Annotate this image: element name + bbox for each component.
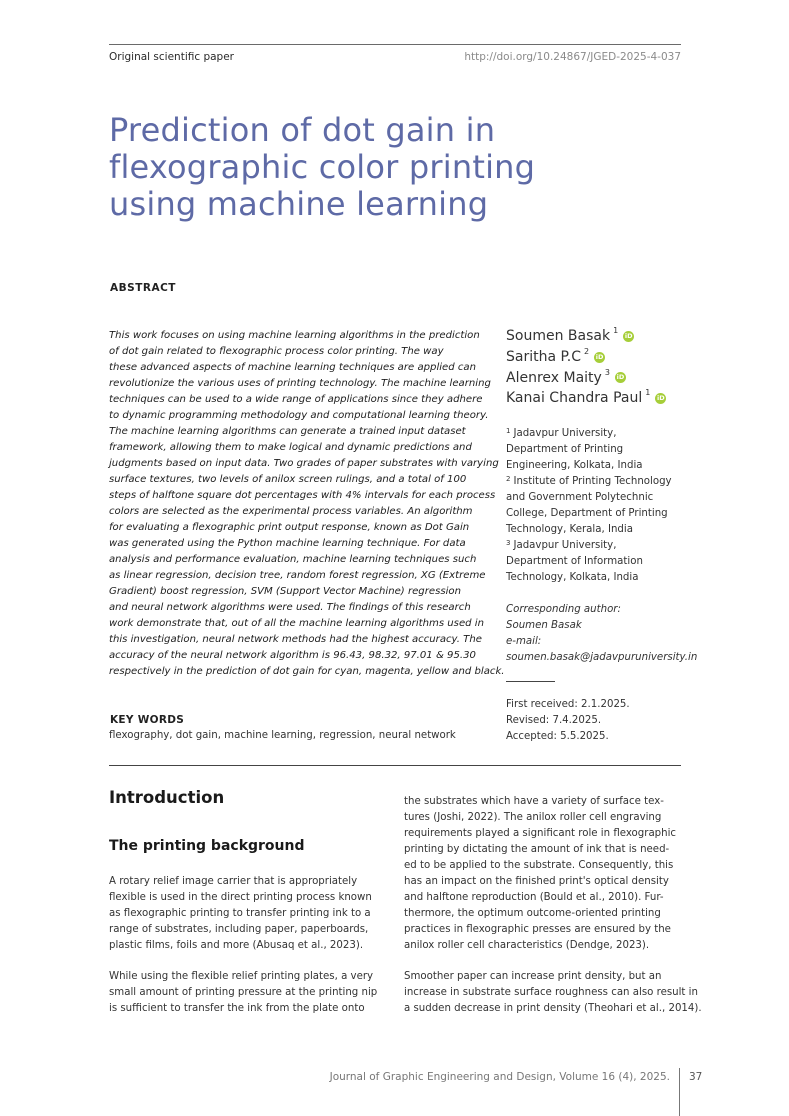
author-name: Kanai Chandra Paul [506,390,643,407]
affiliation-line: Technology, Kerala, India [506,524,633,535]
footer-divider [679,1068,680,1116]
abstract-line: judgments based on input data. Two grades of paper substrates with varying [109,458,499,469]
author-list [506,326,666,409]
dates-block [506,697,630,745]
right-paragraph-1 [404,794,676,954]
abstract-line: Gradient) boost regression, SVM (Support Vector Machine) regression [109,586,461,597]
affiliation-line: Department of Printing [506,444,624,455]
author-name: Alenrex Maity [506,369,602,386]
abstract-line: analysis and performance evaluation, machine learning techniques such [109,554,477,565]
abstract-line: accuracy of the neural network algorithm is 96.43, 98.32, 97.01 & 95.30 [109,650,476,661]
body-line: printing by dictating the amount of ink that is need- [404,844,670,855]
author-affiliation-mark: 1 [645,388,651,398]
abstract-line: of dot gain related to flexographic process color printing. The way [109,346,444,357]
affiliation-text: Institute of Printing Technology [513,476,672,487]
date-accepted: Accepted: 5.5.2025. [506,731,609,742]
abstract-line: steps of halftone square dot percentages with 4% intervals for each process [109,490,496,501]
body-line: requirements played a significant role in flexographic [404,828,677,839]
title-line: flexographic color printing [109,148,536,186]
author-affiliation-mark: 2 [584,346,590,356]
author-name: Saritha P.C [506,348,581,365]
body-line: range of substrates, including paper, paperboards, [109,924,369,935]
abstract-line: framework, allowing them to make logical and dynamic predictions and [109,442,472,453]
author-affiliation-mark: 1 [613,326,619,335]
paper-title [109,112,629,223]
right-paragraph-2 [404,969,702,1017]
title-line: Prediction of dot gain in [109,111,496,149]
abstract-line: and neural network algorithms were used. The findings of this research [109,602,471,613]
author-entry [506,368,666,389]
affiliations [506,426,686,586]
author-entry [506,347,666,368]
abstract-line: was generated using the Python machine learning technique. For data [109,538,466,549]
orcid-icon[interactable]: iD [616,373,625,382]
email-label: e-mail: [506,636,542,647]
section-rule [109,765,681,766]
abstract-line: revolutionize the various uses of printing technology. The machine learning [109,378,491,389]
body-line: as flexographic printing to transfer printing ink to a [109,908,371,919]
body-line: ed to be applied to the substrate. Consequently, this [404,860,674,871]
body-line: While using the flexible relief printing plates, a very [109,971,374,982]
top-rule [109,44,681,45]
abstract-line: This work focuses on using machine learning algorithms in the prediction [109,330,480,341]
affiliation-text: Jadavpur University, [513,540,617,551]
article-type: Original scientific paper [109,51,235,63]
body-line: small amount of printing pressure at the printing nip [109,987,378,998]
date-received: First received: 2.1.2025. [506,699,630,710]
abstract-line: colors are selected as the experimental process variables. An algorithm [109,506,473,517]
body-line: has an impact on the finished print's optical density [404,876,669,887]
keywords-text: flexography, dot gain, machine learning, regression, neural network [109,730,456,741]
affiliation-line: College, Department of Printing [506,508,668,519]
body-line: increase in substrate surface roughness can also result in [404,987,698,998]
abstract-line: The machine learning algorithms can generate a trained input dataset [109,426,466,437]
affiliation-mark: 3 [506,539,511,547]
affiliation-line: Engineering, Kolkata, India [506,460,643,471]
author-affiliation-mark: 3 [604,367,610,377]
body-line: the substrates which have a variety of surface tex- [404,796,664,807]
body-line: a sudden decrease in print density (Theohari et al., 2014). [404,1003,702,1014]
abstract-line: work demonstrate that, out of all the machine learning algorithms used in [109,618,484,629]
author-entry [506,388,666,409]
date-revised: Revised: 7.4.2025. [506,715,602,726]
affiliation-mark: 1 [506,427,511,435]
left-paragraph-2 [109,969,377,1017]
page-number: 37 [689,1071,703,1083]
dates-divider [506,681,555,682]
body-line: plastic films, foils and more (Abusaq et al., 2023). [109,940,364,951]
abstract-heading: ABSTRACT [110,282,176,294]
abstract-line: to dynamic programming methodology and computational learning theory. [109,410,489,421]
orcid-icon[interactable]: iD [624,331,633,340]
abstract-line: these advanced aspects of machine learning techniques are applied can [109,362,477,373]
body-line: Smoother paper can increase print density, but an [404,971,662,982]
affiliation-first-line [506,538,686,554]
affiliation-first-line [506,426,686,442]
affiliation-line: Department of Information [506,556,643,567]
printing-background-heading: The printing background [109,838,305,854]
abstract-line: as linear regression, decision tree, random forest regression, XG (Extreme [109,570,486,581]
affiliation-mark: 2 [506,475,511,483]
left-paragraph-1 [109,874,372,954]
email-link[interactable]: soumen.basak@jadavpuruniversity.in [506,652,698,663]
journal-citation: Journal of Graphic Engineering and Design, Volume 16 (4), 2025. [329,1071,670,1083]
abstract-line: this investigation, neural network methods had the highest accuracy. The [109,634,482,645]
corresponding-name: Soumen Basak [506,620,582,631]
body-line: anilox roller cell characteristics (Dendge, 2023). [404,940,650,951]
introduction-heading: Introduction [109,788,225,807]
body-line: A rotary relief image carrier that is appropriately [109,876,358,887]
doi-link[interactable]: http://doi.org/10.24867/JGED-2025-4-037 [464,51,681,63]
corresponding-author [506,602,697,666]
abstract-line: for evaluating a flexographic print output response, known as Dot Gain [109,522,470,533]
body-line: and halftone reproduction (Bould et al., 2010). Fur- [404,892,664,903]
corresponding-label: Corresponding author: [506,604,621,615]
affiliation-first-line [506,474,686,490]
abstract-line: techniques can be used to a wide range of applications since they adhere [109,394,483,405]
abstract-line: respectively in the prediction of dot gain for cyan, magenta, yellow and black. [109,666,505,677]
author-name: Soumen Basak [506,328,611,344]
body-line: is sufficient to transfer the ink from the plate onto [109,1003,365,1014]
orcid-icon[interactable]: iD [657,394,665,403]
abstract-body [109,328,505,680]
affiliation-line: and Government Polytechnic [506,492,654,503]
affiliation-line: Technology, Kolkata, India [506,572,639,583]
body-line: practices in flexographic presses are ensured by the [404,924,671,935]
body-line: thermore, the optimum outcome-oriented printing [404,908,661,919]
body-line: flexible is used in the direct printing process known [109,892,372,903]
orcid-icon[interactable]: iD [595,352,604,361]
keywords-heading: KEY WORDS [110,714,185,726]
body-line: tures (Joshi, 2022). The anilox roller cell engraving [404,812,662,823]
abstract-line: surface textures, two levels of anilox screen rulings, and a total of 100 [109,474,467,485]
affiliation-text: Jadavpur University, [513,428,617,439]
title-line: using machine learning [109,185,489,223]
